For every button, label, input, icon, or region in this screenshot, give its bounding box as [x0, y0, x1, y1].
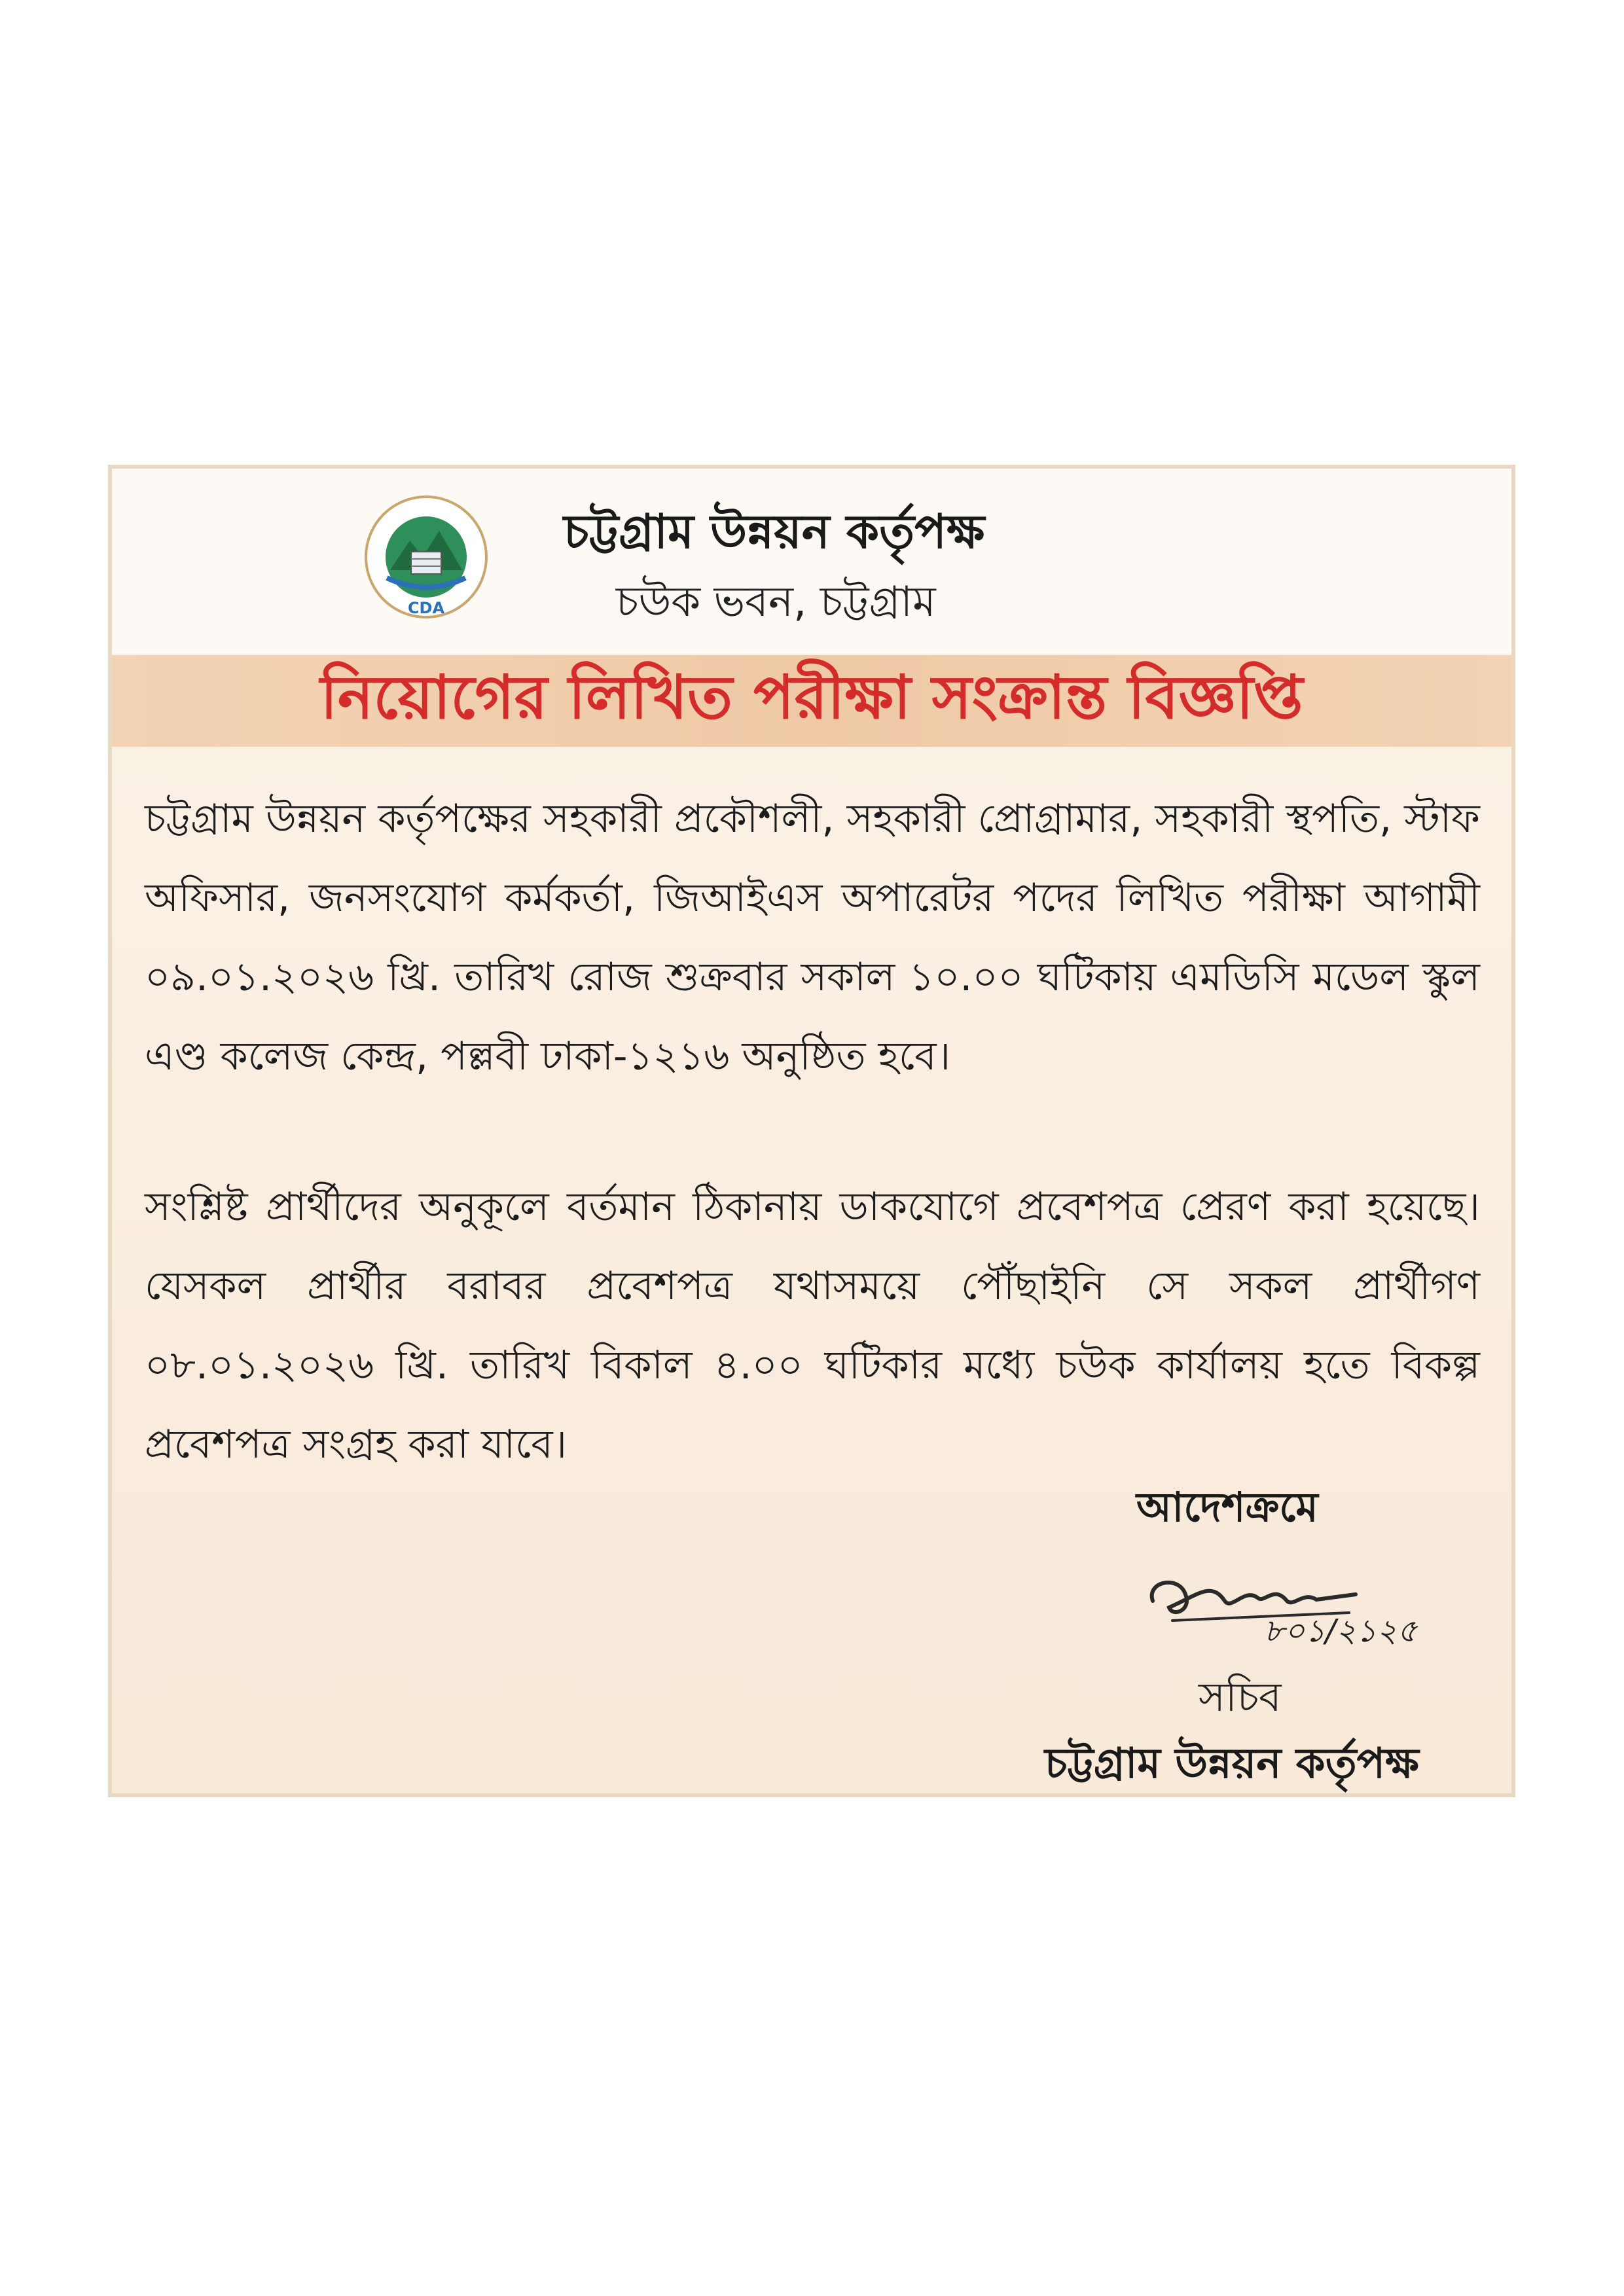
body-paragraph-2: সংশ্লিষ্ট প্রার্থীদের অনুকূলে বর্তমান ঠিকানায় ডাকযোগে প্রবেশপত্র প্রেরণ করা হয়েছে। যেসকল প্রার্থীর বরাবর প্রবেশপত্র যথাসময়ে পৌঁছাইনি সে সকল প্রার্থীগণ ০৮.০১.২০২৬ খ্রি. তারিখ বিকাল ৪.০০ ঘটিকার মধ্যে চউক কার্যালয় হতে বিকল্প প্রবেশপত্র সংগ্রহ করা যাবে। — [145, 1184, 1480, 1467]
notice-title: নিয়োগের লিখিত পরীক্ষা সংক্রান্ত বিজ্ঞপ্তি — [320, 662, 1303, 732]
svg-text:CDA: CDA — [407, 599, 445, 617]
org-address: চউক ভবন, চট্টগ্রাম — [616, 578, 936, 626]
signature-organization: চট্টগ্রাম উন্নয়ন কর্তৃপক্ষ — [1045, 1740, 1419, 1788]
order-label: আদেশক্রমে — [1136, 1483, 1318, 1531]
title-band — [112, 655, 1511, 747]
designation: সচিব — [1199, 1673, 1282, 1721]
notice-card — [108, 465, 1515, 1797]
body-paragraph-1: চট্টগ্রাম উন্নয়ন কর্তৃপক্ষের সহকারী প্রকৌশলী, সহকারী প্রোগ্রামার, সহকারী স্থপতি, স্টাফ অফিসার, জনসংযোগ কর্মকর্তা, জিআইএস অপারেটর পদের লিখিত পরীক্ষা আগামী ০৯.০১.২০২৬ খ্রি. তারিখ রোজ শুক্রবার সকাল ১০.০০ ঘটিকায় এমডিসি মডেল স্কুল এণ্ড কলেজ কেন্দ্র, পল্লবী ঢাকা-১২১৬ অনুষ্ঠিত হবে। — [145, 796, 1480, 1079]
cda-logo — [357, 492, 495, 629]
notice-header — [112, 469, 1511, 654]
org-name: চট্টগ্রাম উন্নয়ন কর্তৃপক্ষ — [564, 504, 985, 559]
signature-date: ৮০১/২১২৫ — [1264, 1613, 1418, 1649]
